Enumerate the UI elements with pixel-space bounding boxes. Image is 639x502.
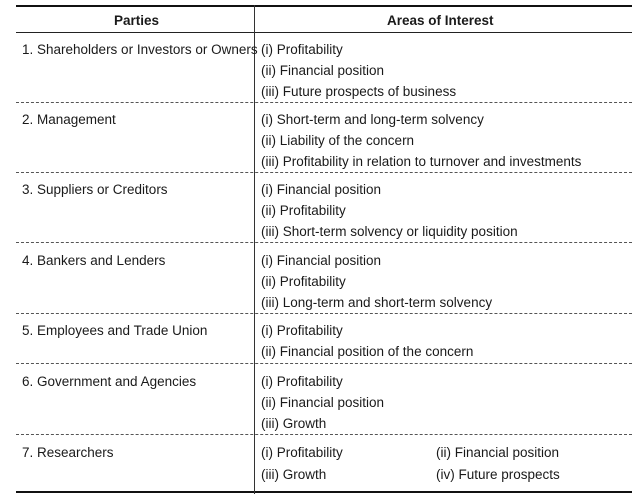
area-item: (iii) Short-term solvency or liquidity position	[261, 224, 518, 239]
area-item: (ii) Financial position	[261, 63, 385, 78]
area-item: (ii) Financial position of the concern	[261, 344, 474, 359]
area-item: (i) Profitability	[261, 42, 343, 57]
area-item: (iii) Long-term and short-term solvency	[261, 295, 493, 310]
row-divider	[16, 313, 632, 314]
table-bottom-border	[16, 491, 632, 493]
area-item: (ii) Liability of the concern	[261, 133, 415, 148]
header-divider	[16, 32, 632, 33]
area-item: (i) Financial position	[261, 182, 382, 197]
header-parties: Parties	[114, 13, 160, 28]
interest-table	[16, 5, 632, 494]
party-label: 5. Employees and Trade Union	[22, 323, 208, 338]
area-item: (ii) Profitability	[261, 274, 346, 289]
table-top-border	[16, 5, 632, 7]
area-item: (ii) Financial position	[436, 445, 560, 460]
area-item: (iv) Future prospects	[436, 467, 560, 482]
area-item: (i) Short-term and long-term solvency	[261, 112, 484, 127]
party-label: 3. Suppliers or Creditors	[22, 182, 168, 197]
party-label: 2. Management	[22, 112, 116, 127]
row-divider	[16, 102, 632, 103]
party-label: 4. Bankers and Lenders	[22, 253, 166, 268]
header-areas-of-interest: Areas of Interest	[387, 13, 494, 28]
area-item: (i) Profitability	[261, 374, 343, 389]
party-label: 6. Government and Agencies	[22, 374, 197, 389]
party-label: 7. Researchers	[22, 445, 114, 460]
column-divider	[254, 5, 255, 494]
area-item: (i) Profitability	[261, 445, 343, 460]
area-item: (iii) Growth	[261, 467, 327, 482]
area-item: (iii) Profitability in relation to turnover and investments	[261, 154, 582, 169]
area-item: (iii) Future prospects of business	[261, 84, 457, 99]
area-item: (ii) Financial position	[261, 395, 385, 410]
row-divider	[16, 434, 632, 435]
row-divider	[16, 242, 632, 243]
area-item: (i) Profitability	[261, 323, 343, 338]
row-divider	[16, 172, 632, 173]
party-label: 1. Shareholders or Investors or Owners	[22, 42, 258, 57]
area-item: (ii) Profitability	[261, 203, 346, 218]
area-item: (iii) Growth	[261, 416, 327, 431]
area-item: (i) Financial position	[261, 253, 382, 268]
row-divider	[16, 363, 632, 364]
